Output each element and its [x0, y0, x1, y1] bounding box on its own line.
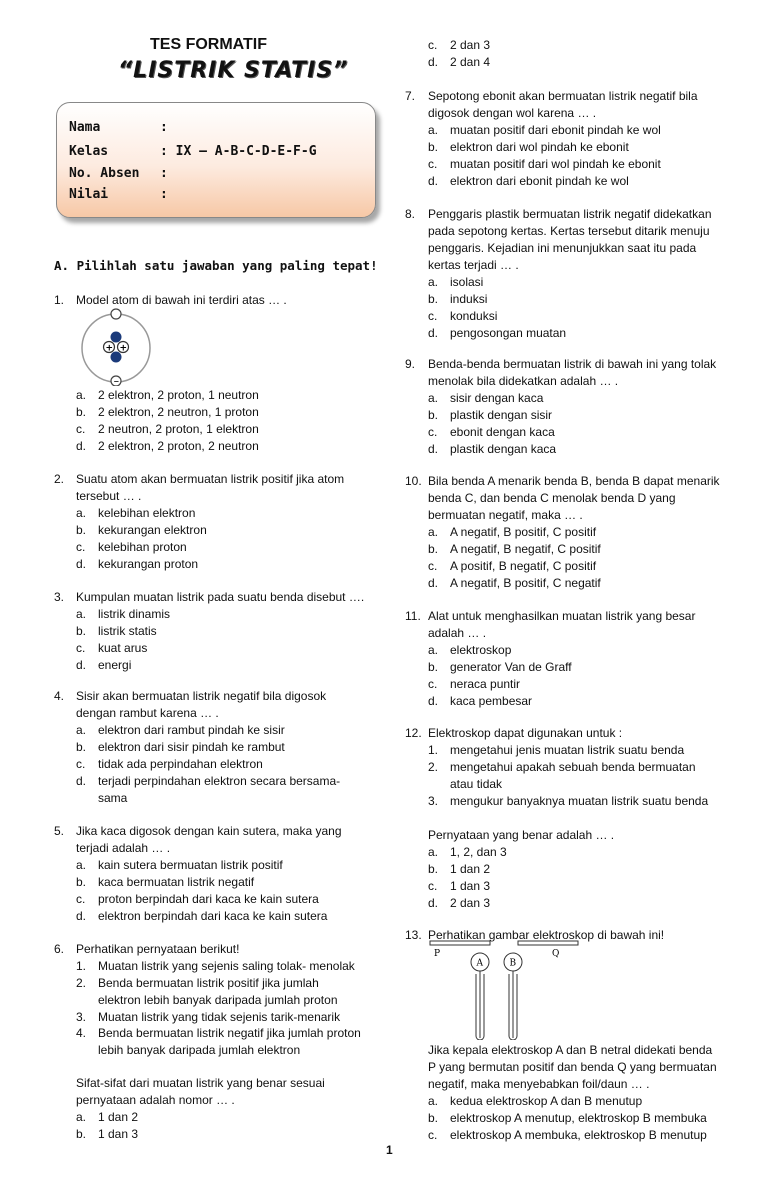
section-title: A. Pilihlah satu jawaban yang paling tepat! — [54, 258, 378, 273]
item-marker: 7. — [405, 89, 416, 103]
item-text: A negatif, B positif, C negatif — [450, 576, 601, 590]
item-text: Sifat-sifat dari muatan listrik yang benar sesuai — [76, 1076, 325, 1090]
item-marker: d. — [76, 774, 87, 788]
item-text: 1, 2, dan 3 — [450, 845, 507, 859]
item-marker: a. — [428, 1094, 439, 1108]
item-text: kelebihan proton — [98, 540, 187, 554]
label-q: Q — [552, 949, 560, 959]
field-value-kelas[interactable]: : IX – A-B-C-D-E-F-G — [160, 144, 317, 159]
item-text: Elektroskop dapat digunakan untuk : — [428, 726, 623, 740]
item-marker: a. — [76, 607, 87, 621]
electron-sign: − — [113, 377, 120, 386]
item-text: generator Van de Graff — [450, 660, 572, 674]
item-marker: c. — [428, 157, 438, 171]
item-text: listrik dinamis — [98, 607, 171, 621]
item-text: plastik dengan sisir — [450, 408, 553, 422]
item-text: elektron berpindah dari kaca ke kain sutera — [98, 909, 328, 923]
item-marker: d. — [428, 174, 439, 188]
item-marker: c. — [428, 38, 438, 52]
item-marker: a. — [76, 858, 87, 872]
item-text: plastik dengan kaca — [450, 442, 557, 456]
item-marker: d. — [76, 439, 87, 453]
item-text: lebih banyak daripada jumlah elektron — [98, 1043, 301, 1057]
item-marker: c. — [428, 1128, 438, 1142]
item-marker: 4. — [76, 1026, 87, 1040]
item-marker: 2. — [76, 976, 87, 990]
item-marker: 4. — [54, 689, 65, 703]
item-marker: 3. — [76, 1010, 87, 1024]
item-marker: a. — [76, 723, 87, 737]
item-marker: b. — [428, 140, 439, 154]
item-text: elektron dari rambut pindah ke sisir — [98, 723, 285, 737]
item-text: adalah … . — [428, 626, 487, 640]
proton-sign: + — [119, 343, 128, 354]
item-text: 2 elektron, 2 neutron, 1 proton — [98, 405, 259, 419]
item-text: Model atom di bawah ini terdiri atas … . — [76, 293, 287, 307]
item-text: Bila benda A menarik benda B, benda B dapat menarik — [428, 474, 720, 488]
item-marker: 5. — [54, 824, 65, 838]
test-title: TES FORMATIF — [150, 36, 268, 53]
item-text: 1 dan 3 — [450, 879, 491, 893]
item-marker: a. — [428, 123, 439, 137]
item-marker: b. — [428, 292, 439, 306]
item-text: konduksi — [450, 309, 498, 323]
item-marker: 10. — [405, 474, 422, 488]
item-marker: a. — [76, 388, 87, 402]
item-text: terjadi perpindahan elektron secara bersama- — [98, 774, 341, 788]
item-text: kedua elektroskop A dan B menutup — [450, 1094, 643, 1108]
item-text: kertas terjadi … . — [428, 258, 519, 272]
item-text: elektron lebih banyak daripada jumlah proton — [98, 993, 338, 1007]
field-value-absen[interactable]: : — [160, 166, 168, 181]
field-value-nilai[interactable]: : — [160, 187, 168, 202]
item-text: benda C, dan benda C menolak benda D yang — [428, 491, 676, 505]
item-text: 2 elektron, 2 proton, 2 neutron — [98, 439, 259, 453]
item-marker: d. — [428, 442, 439, 456]
item-text: Perhatikan pernyataan berikut! — [76, 942, 240, 956]
item-text: ebonit dengan kaca — [450, 425, 555, 439]
item-marker: b. — [76, 1127, 87, 1141]
item-text: proton berpindah dari kaca ke kain sutera — [98, 892, 319, 906]
item-text: kelebihan elektron — [98, 506, 196, 520]
item-marker: d. — [428, 694, 439, 708]
item-marker: 12. — [405, 726, 422, 740]
item-marker: b. — [428, 408, 439, 422]
item-marker: c. — [76, 422, 86, 436]
item-text: Kumpulan muatan listrik pada suatu benda disebut …. — [76, 590, 365, 604]
item-marker: b. — [428, 660, 439, 674]
item-text: atau tidak — [450, 777, 503, 791]
item-text: A negatif, B negatif, C positif — [450, 542, 601, 556]
item-marker: d. — [428, 326, 439, 340]
item-marker: 3. — [428, 794, 439, 808]
item-marker: c. — [76, 757, 86, 771]
item-marker: 13. — [405, 928, 422, 942]
item-text: 2 dan 3 — [450, 896, 491, 910]
item-text: elektron dari wol pindah ke ebonit — [450, 140, 629, 154]
item-text: Sisir akan bermuatan listrik negatif bila digosok — [76, 689, 327, 703]
item-text: muatan positif dari wol pindah ke ebonit — [450, 157, 661, 171]
item-marker: 2. — [54, 472, 65, 486]
item-text: Jika kepala elektroskop A dan B netral didekati benda — [428, 1043, 713, 1057]
item-text: energi — [98, 658, 132, 672]
item-text: tidak ada perpindahan elektron — [98, 757, 263, 771]
item-text: 2 dan 3 — [450, 38, 491, 52]
label-a: A — [476, 958, 483, 969]
item-text: kekurangan elektron — [98, 523, 207, 537]
item-marker: b. — [76, 523, 87, 537]
item-text: Perhatikan gambar elektroskop di bawah ini! — [428, 928, 665, 942]
proton-sign: + — [105, 343, 114, 354]
item-text: isolasi — [450, 275, 484, 289]
item-marker: a. — [76, 1110, 87, 1124]
item-text: elektron dari ebonit pindah ke wol — [450, 174, 629, 188]
item-text: Benda-benda bermuatan listrik di bawah ini yang tolak — [428, 357, 717, 371]
item-marker: 8. — [405, 207, 416, 221]
test-subtitle: “LISTRIK STATIS” — [118, 58, 349, 83]
item-marker: b. — [76, 405, 87, 419]
item-marker: a. — [428, 391, 439, 405]
field-value-nama[interactable]: : — [160, 120, 168, 135]
item-marker: c. — [428, 425, 438, 439]
item-text: elektroskop — [450, 643, 512, 657]
item-marker: b. — [428, 1111, 439, 1125]
item-text: terjadi adalah … . — [76, 841, 171, 855]
item-marker: b. — [76, 740, 87, 754]
item-marker: 1. — [428, 743, 439, 757]
field-label-absen: No. Absen — [69, 166, 140, 181]
item-marker: c. — [428, 879, 438, 893]
item-text: dengan rambut karena … . — [76, 706, 219, 720]
item-text: muatan positif dari ebonit pindah ke wol — [450, 123, 661, 137]
item-marker: a. — [76, 506, 87, 520]
atom-model-figure — [78, 308, 158, 386]
item-marker: c. — [76, 641, 86, 655]
item-text: kain sutera bermuatan listrik positif — [98, 858, 283, 872]
item-text: Muatan listrik yang tidak sejenis tarik-menarik — [98, 1010, 341, 1024]
item-marker: d. — [76, 557, 87, 571]
item-text: elektroskop A membuka, elektroskop B menutup — [450, 1128, 707, 1142]
item-text: 2 dan 4 — [450, 55, 491, 69]
item-marker: a. — [428, 845, 439, 859]
item-marker: d. — [428, 576, 439, 590]
item-text: listrik statis — [98, 624, 157, 638]
item-text: Jika kaca digosok dengan kain sutera, maka yang — [76, 824, 342, 838]
item-marker: d. — [76, 909, 87, 923]
item-text: neraca puntir — [450, 677, 521, 691]
item-text: elektroskop A menutup, elektroskop B membuka — [450, 1111, 707, 1125]
item-marker: c. — [76, 540, 86, 554]
item-text: P yang bermutan positif dan benda Q yang bermuatan — [428, 1060, 717, 1074]
item-text: sama — [98, 791, 128, 805]
item-marker: 2. — [428, 760, 439, 774]
item-text: Benda bermuatan listrik positif jika jumlah — [98, 976, 319, 990]
item-text: 1 dan 2 — [450, 862, 491, 876]
label-p: P — [434, 949, 441, 959]
item-marker: b. — [428, 862, 439, 876]
item-text: negatif, maka menyebabkan foil/daun … . — [428, 1077, 650, 1091]
item-text: digosok dengan wol karena … . — [428, 106, 597, 120]
item-text: kaca pembesar — [450, 694, 533, 708]
item-text: 1 dan 2 — [98, 1110, 139, 1124]
field-label-nilai: Nilai — [69, 187, 109, 202]
item-text: sisir dengan kaca — [450, 391, 544, 405]
field-label-kelas: Kelas — [69, 144, 109, 159]
item-marker: a. — [428, 525, 439, 539]
item-marker: 9. — [405, 357, 416, 371]
page-number: 1 — [386, 1143, 393, 1157]
item-text: Penggaris plastik bermuatan listrik negatif didekatkan — [428, 207, 712, 221]
item-text: A negatif, B positif, C positif — [450, 525, 597, 539]
item-text: mengukur banyaknya muatan listrik suatu benda — [450, 794, 709, 808]
item-marker: c. — [428, 309, 438, 323]
item-text: induksi — [450, 292, 488, 306]
item-text: mengetahui apakah sebuah benda bermuatan — [450, 760, 696, 774]
item-text: mengetahui jenis muatan listrik suatu benda — [450, 743, 685, 757]
item-marker: 3. — [54, 590, 65, 604]
item-text: kekurangan proton — [98, 557, 199, 571]
item-text: pada sepotong kertas. Kertas tersebut ditarik menuju — [428, 224, 710, 238]
electroscope-figure — [428, 938, 588, 1040]
item-text: penggaris. Kejadian ini menunjukkan saat itu pada — [428, 241, 697, 255]
item-text: 1 dan 3 — [98, 1127, 139, 1141]
field-label-nama: Nama — [69, 120, 101, 135]
item-marker: b. — [76, 875, 87, 889]
item-text: tersebut … . — [76, 489, 142, 503]
item-marker: 1. — [76, 959, 87, 973]
item-text: kaca bermuatan listrik negatif — [98, 875, 255, 889]
item-marker: 6. — [54, 942, 65, 956]
item-marker: d. — [428, 896, 439, 910]
item-text: pengosongan muatan — [450, 326, 567, 340]
item-text: 2 elektron, 2 proton, 1 neutron — [98, 388, 259, 402]
item-marker: d. — [76, 658, 87, 672]
item-marker: 11. — [405, 609, 421, 623]
item-marker: d. — [428, 55, 439, 69]
item-marker: c. — [76, 892, 86, 906]
item-marker: a. — [428, 643, 439, 657]
label-b: B — [509, 958, 517, 969]
item-marker: c. — [428, 677, 438, 691]
item-text: Muatan listrik yang sejenis saling tolak- menolak — [98, 959, 355, 973]
item-text: kuat arus — [98, 641, 148, 655]
item-text: menolak bila didekatkan adalah … . — [428, 374, 619, 388]
item-marker: c. — [428, 559, 438, 573]
item-text: 2 neutron, 2 proton, 1 elektron — [98, 422, 259, 436]
item-text: bermuatan negatif, maka … . — [428, 508, 583, 522]
item-marker: a. — [428, 275, 439, 289]
item-marker: b. — [428, 542, 439, 556]
item-text: elektron dari sisir pindah ke rambut — [98, 740, 285, 754]
item-text: Pernyataan yang benar adalah … . — [428, 828, 615, 842]
item-text: Sepotong ebonit akan bermuatan listrik negatif bila — [428, 89, 698, 103]
item-text: Alat untuk menghasilkan muatan listrik yang besar — [428, 609, 696, 623]
item-marker: b. — [76, 624, 87, 638]
item-text: Suatu atom akan bermuatan listrik positif jika atom — [76, 472, 345, 486]
item-text: Benda bermuatan listrik negatif jika jumlah proton — [98, 1026, 361, 1040]
item-text: A positif, B negatif, C positif — [450, 559, 597, 573]
item-text: pernyataan adalah nomor … . — [76, 1093, 235, 1107]
item-marker: 1. — [54, 293, 65, 307]
